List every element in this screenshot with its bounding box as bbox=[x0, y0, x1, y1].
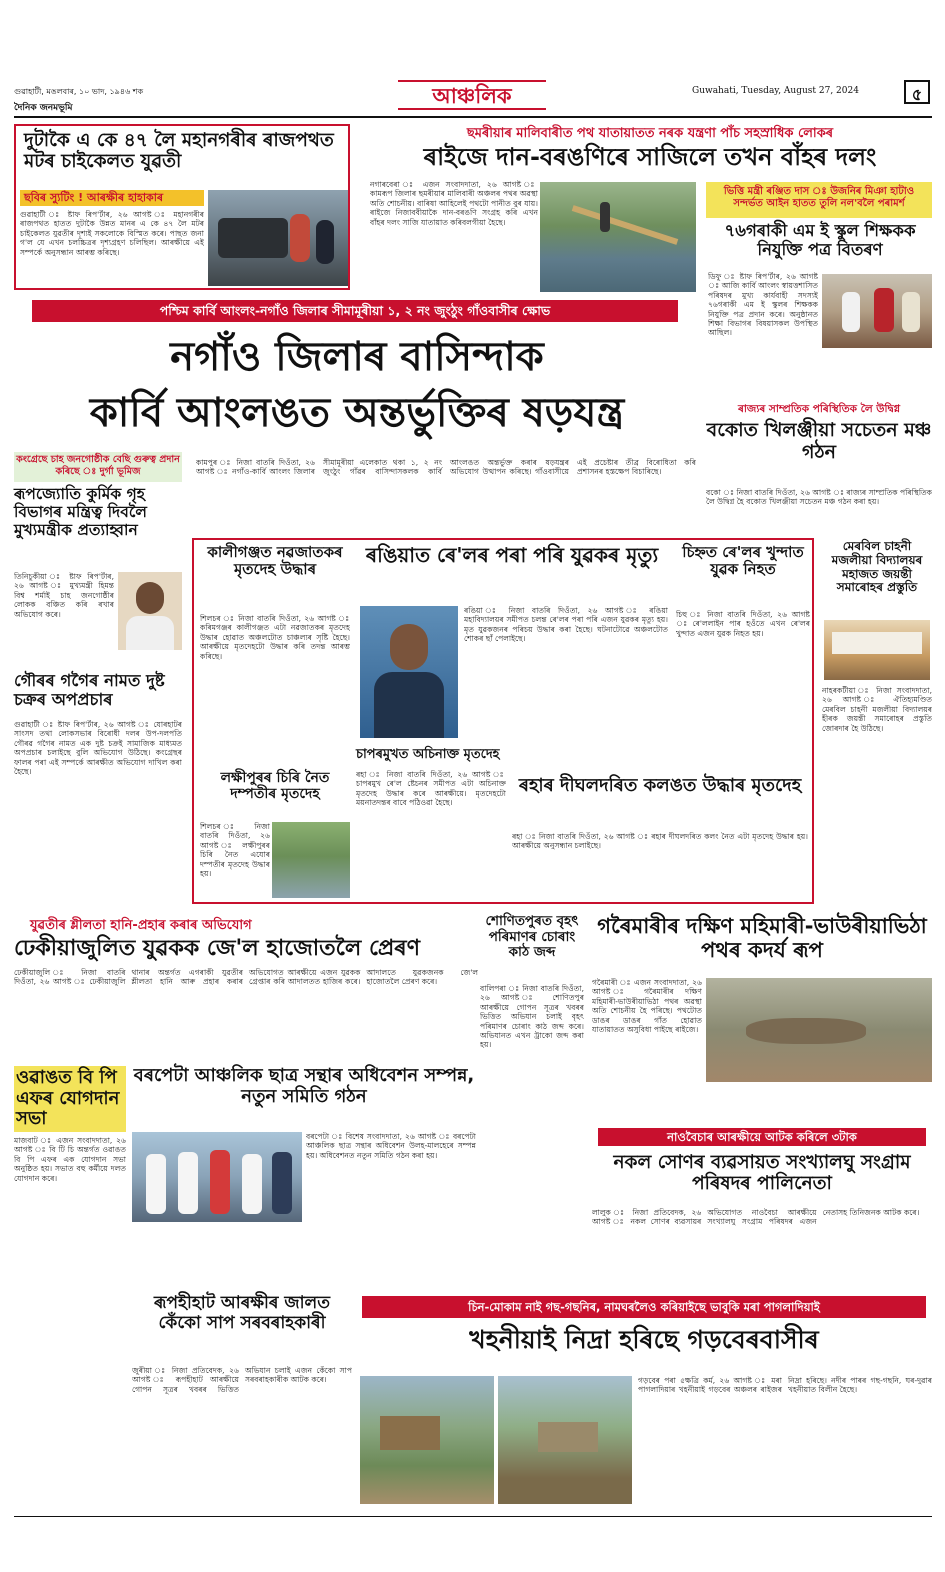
story-body: বালিপৰা ঃ নিজা বাতৰি দিওঁতা, ২৬ আগষ্ট ঃ শোণিতপুৰ আৰক্ষীয়ে গোপন সূত্ৰৰ খবৰৰ ভিত্তিত অভিযান চলাই বৃহৎ পৰিমাণৰ চোৰাং কাঠ জব্দ কৰে। অভিযানত এখন ট্ৰাকো জব্দ কৰা হয়। bbox=[480, 984, 584, 1050]
story-headline: ৰঙিয়াত ৰে'লৰ পৰা পৰি যুৱকৰ মৃত্যু bbox=[365, 543, 659, 567]
story-student-union bbox=[132, 1066, 476, 1290]
bamboo-bridge-photo bbox=[540, 182, 696, 292]
story-body: লালুক ঃ নিজা প্ৰতিবেদক, ২৬ আগষ্ট ঃ নকল সোণৰ ব্যৱসায়ৰ অভিযোগত নাওবৈচা আৰক্ষীয়ে সংখ্যালঘু সংগ্ৰাম পৰিষদৰ এজন নেতাসহ তিনিজনক আটক কৰে। bbox=[592, 1208, 920, 1227]
story-headline: ঢেকীয়াজুলিত যুৱকক জে'ল হাজোতলৈ প্ৰেৰণ bbox=[14, 936, 420, 961]
story-kicker: কংগ্ৰেছে চাহ জনগোষ্ঠীক বেছি গুৰুত্ব প্ৰদান কৰিছে ঃ দুৰ্গা ভূমিজ bbox=[14, 452, 182, 482]
date-right: Guwahati, Tuesday, August 27, 2024 bbox=[692, 86, 859, 96]
story-bpf-meeting bbox=[14, 1066, 126, 1510]
story-dhekiajuli bbox=[14, 914, 478, 1064]
story-kicker: ছমৰীয়াৰ মালিবাৰীত পথ যাতায়াতত নৰক যন্ত্ৰণা পাঁচ সহস্ৰাধিক লোকৰ bbox=[466, 126, 834, 141]
story-snake-supplier bbox=[132, 1294, 352, 1508]
story-newborn-body bbox=[200, 544, 350, 764]
story-kicker: চিন-মোকাম নাই গছ-গছনিৰ, নামঘৰলৈও কৰিয়াইছে ভাবুকি মৰা পাগলাদিয়াই bbox=[362, 1296, 926, 1318]
story-boko-forum bbox=[706, 402, 932, 532]
story-headline: দুটাকৈ এ কে ৪৭ লৈ মহানগৰীৰ ৰাজপথত মটৰ চাইকেলত যুৱতী bbox=[24, 130, 334, 173]
page-section-title bbox=[398, 80, 546, 110]
portrait-photo bbox=[118, 572, 182, 650]
story-timber-seized bbox=[480, 914, 584, 1264]
story-chihu-train bbox=[676, 544, 810, 774]
story-headline: নকল সোণৰ ব্যৱসায়ত সংখ্যালঘু সংগ্ৰাম পৰিষদৰ পালিনেতা bbox=[613, 1152, 911, 1195]
story-body: গৰৈমাৰী ঃ এজন সংবাদদাতা, ২৬ আগষ্ট ঃ গৰৈমাৰীৰ দক্ষিণ মহিমাৰী-ভাউৰীয়াভিঠা পথৰ অৱস্থা অতি শোচনীয় হৈ পৰিছে। পথটোত ডাঙৰ ডাঙৰ গাঁত হোৱাত যাতায়াতত অসুবিধা পাইছে ৰাইজে। bbox=[592, 978, 702, 1035]
story-headline: লক্ষীপুৰৰ চিৰি নৈত দম্পতীৰ মৃতদেহ bbox=[220, 770, 330, 803]
story-headline: ৰূপহীহাট আৰক্ষীৰ জালত কেঁকো সাপ সৰবৰাহকাৰী bbox=[154, 1293, 330, 1333]
story-body: ঢেকীয়াজুলি ঃ নিজা বাতৰি দিওঁতা, ২৬ আগষ্ট ঃ ঢেকীয়াজুলি থানাৰ অন্তৰ্গত এগৰাকী যুৱতীৰ শ্লীলতা হানি আৰু প্ৰহাৰ কৰাৰ অভিযোগত আৰক্ষীয়ে এজন যুৱকক গ্ৰেপ্তাৰ কৰি আদালতত হাজিৰ কৰে। আদালতে যুৱকজনক জে'ল হাজোতলৈ প্ৰেৰণ কৰে। bbox=[14, 968, 478, 987]
date-left: গুৱাহাটী, মঙলবাৰ, ১০ ভাদ, ১৯৪৬ শক bbox=[14, 87, 144, 96]
story-kicker: যুৱতীৰ শ্লীলতা হানি-প্ৰহাৰ কৰাৰ অভিযোগ bbox=[30, 918, 252, 933]
story-headline: ৰূপজ্যোতি কুৰ্মিক গৃহ বিভাগৰ মন্ত্ৰিত্ব দিবলৈ মুখ্যমন্ত্ৰীক প্ৰত্যাহ্বান bbox=[14, 485, 147, 539]
story-headline: ওৱাঙত বি পি এফৰ যোগদান সভা bbox=[14, 1066, 126, 1132]
erosion-photo-2 bbox=[498, 1376, 632, 1504]
story-rangia-train bbox=[356, 544, 668, 744]
story-kicker: ভিত্তি মন্ত্ৰী ৰঞ্জিত দাস ঃ উজনিৰ মিঞা হাটাও সন্দৰ্ভত আইন হাতত তুলি নল'বলৈ পৰামৰ্শ bbox=[706, 182, 932, 218]
story-body: ৰহা ঃ নিজা বাতৰি দিওঁতা, ২৬ আগষ্ট ঃ চাপৰমুখ ৰে'ল ষ্টেচনৰ সমীপত এটা অচিনাক্ত মৃতদেহ উদ্ধাৰ কৰে আৰক্ষীয়ে। মৃতদেহটো ময়নাতদন্তৰ বাবে পঠিওৱা হৈছে। bbox=[356, 770, 506, 808]
story-ak47-box bbox=[14, 124, 350, 290]
lead-headline-1: নগাঁও জিলাৰ বাসিন্দাক bbox=[170, 334, 544, 380]
story-body: চিহু ঃ নিজা বাতৰি দিওঁতা, ২৬ আগষ্ট ঃ ৰে'ললাইন পাৰ হওঁতে এখন ৰে'লৰ খুন্দাত এজন যুৱক নিহত হয়। bbox=[676, 610, 810, 638]
page-number: ৫ bbox=[904, 80, 930, 104]
masthead bbox=[0, 80, 945, 120]
story-headline: বকোত খিলঞ্জীয়া সচেতন মঞ্চ গঠন bbox=[706, 419, 932, 463]
river-photo bbox=[272, 822, 350, 898]
section-title-text: আঞ্চলিক bbox=[432, 84, 512, 108]
school-photo bbox=[824, 620, 930, 680]
damaged-road-photo bbox=[706, 978, 932, 1082]
story-body: তিনিচুকীয়া ঃ ষ্টাফ ৰিপ'ৰ্টাৰ, ২৬ আগষ্ট ঃ মুখ্যমন্ত্ৰী হিমন্ত বিশ্ব শৰ্মাই চাহ জনগোষ্ঠীৰ লোকক বঞ্চিত কৰি ৰখাৰ অভিযোগ কৰে। bbox=[14, 572, 114, 619]
story-headline: মেৰবিল চাহনী মজলীয়া বিদ্যালয়ৰ মহাজত জয়ন্তী সমাৰোহৰ প্ৰস্তুতি bbox=[831, 539, 923, 595]
student-union-photo bbox=[132, 1132, 302, 1222]
ak47-photo bbox=[208, 190, 348, 286]
story-chaparmukh-body bbox=[356, 748, 506, 902]
story-body: জুৰীয়া ঃ নিজা প্ৰতিবেদক, ২৬ আগষ্ট ঃ ৰূপহীহাট আৰক্ষীয়ে গোপন সূত্ৰৰ খবৰৰ ভিত্তিত অভিযান চলাই এজন কেঁকো সাপ সৰবৰাহকাৰীক আটক কৰে। bbox=[132, 1366, 352, 1394]
story-body: ৰহা ঃ নিজা বাতৰি দিওঁতা, ২৬ আগষ্ট ঃ ৰহাৰ দীঘলদৰিত কলং নৈত এটা মৃতদেহ উদ্ধাৰ হয়। আৰক্ষীয়ে অনুসন্ধান চলাইছে। bbox=[512, 832, 808, 851]
story-kolong-body bbox=[512, 776, 808, 902]
lead-banner: পশ্চিম কাৰ্বি আংলং-নগাঁও জিলাৰ সীমামূৰীয়া ১, ২ নং জুংঠুং গাঁওবাসীৰ ক্ষোভ bbox=[32, 300, 678, 322]
story-headline: ৰহাৰ দীঘলদৰিত কলঙত উদ্ধাৰ মৃতদেহ bbox=[518, 775, 802, 796]
edition-name: দৈনিক জনমভূমি bbox=[14, 103, 73, 113]
story-fake-gold bbox=[592, 1128, 932, 1292]
story-body: নাহৰকটীয়া ঃ নিজা সংবাদদাতা, ২৬ আগষ্ট ঃ ঐতিহ্যমণ্ডিত মেৰবিল চাহনী মজলীয়া বিদ্যালয়ৰ হীৰক জয়ন্তী সমাৰোহৰ প্ৰস্তুতি জোৰদাৰ হৈ উঠিছে। bbox=[822, 686, 932, 733]
story-body: বকো ঃ নিজা বাতৰি দিওঁতা, ২৬ আগষ্ট ঃ ৰাজ্যৰ সাম্প্ৰতিক পৰিস্থিতিক লৈ উদ্বিগ্ন হৈ বকোত খিলঞ্জীয়া সচেতন মঞ্চ গঠন কৰা হয়। bbox=[706, 488, 932, 507]
story-body: মাজবাট ঃ এজন সংবাদদাতা, ২৬ আগষ্ট ঃ বি টি চি অন্তৰ্গত ওৱাঙত বি পি এফৰ এক যোগদান সভা অনুষ্ঠিত হয়। সভাত বহু কৰ্মীয়ে দলত যোগদান কৰে। bbox=[14, 1136, 126, 1183]
story-body-cont bbox=[706, 1086, 932, 1124]
story-body: শিলচৰ ঃ নিজা বাতৰি দিওঁতা, ২৬ আগষ্ট ঃ লক্ষীপুৰৰ চিৰি নৈত এযোৰ দম্পতীৰ মৃতদেহ উদ্ধাৰ হয়। bbox=[200, 822, 270, 879]
story-gaurav-gogoi bbox=[14, 672, 182, 906]
story-body: গুৱাহাটী ঃ ষ্টাফ ৰিপ'ৰ্টাৰ, ২৬ আগষ্ট ঃ মহানগৰীৰ ৰাজপথত হাতত দুটাকৈ উন্নত মানৰ এ কে ৪৭ লৈ মটৰ চাইকেলত যুৱতীৰ দৃশ্যই সকলোকে বিস্মিত কৰে। পাছত জনা গ'ল যে এখন চলচ্চিত্ৰৰ দৃশ্যগ্ৰহণ চলিছিল। আৰক্ষীয়ে এই সম্পৰ্কে অনুসন্ধান আৰম্ভ কৰিছে। bbox=[20, 210, 204, 257]
story-kicker: নাওবৈচাৰ আৰক্ষীয়ে আটক কৰিলে ৩টাক bbox=[598, 1128, 926, 1146]
story-headline: কালীগঞ্জত নৱজাতকৰ মৃতদেহ উদ্ধাৰ bbox=[207, 543, 343, 579]
story-kicker: ছবিৰ স্যুটিং ! আৰক্ষীৰ হাহাকাৰ bbox=[20, 190, 204, 206]
lead-body: কামপুৰ ঃ নিজা বাতৰি দিওঁতা, ২৬ আগষ্ট ঃ নগাঁও-কাৰ্বি আংলং জিলাৰ সীমামূৰীয়া এলেকাত থকা ১, ২ নং জুংঠুং গাঁৱৰ বাসিন্দাসকলক কাৰ্বি আংলঙত অন্তৰ্ভুক্ত কৰাৰ ষড়যন্ত্ৰৰ অভিযোগ উত্থাপন কৰিছে। গাঁওবাসীয়ে এই প্ৰচেষ্টাৰ তীব্ৰ বিৰোধিতা কৰি প্ৰশাসনৰ হস্তক্ষেপ বিচাৰিছে। bbox=[196, 458, 696, 477]
story-body: গড়বেৰ পৰা ৫ক্ষত্ৰি কৰ্ম, ২৬ আগষ্ট ঃ মৰা পাগলাদিয়াৰ খহনীয়াই গড়বেৰ অঞ্চলৰ ৰাইজৰ নিদ্ৰা হৰিছে। নদীৰ পাৰৰ গছ-গছনি, ঘৰ-দুৱাৰ খহনীয়াত বিলীন হৈছে। bbox=[638, 1376, 932, 1395]
erosion-photo-1 bbox=[360, 1376, 494, 1504]
story-body: বৰপেটা ঃ বিশেষ সংবাদদাতা, ২৬ আগষ্ট ঃ বৰপেটা আঞ্চলিক ছাত্ৰ সন্থাৰ অধিবেশন উলহ-মালহেৰে সম্পন্ন হয়। অধিবেশনত নতুন সমিতি গঠন কৰা হয়। bbox=[306, 1132, 476, 1160]
story-kicker: ৰাজ্যৰ সাম্প্ৰতিক পৰিস্থিতিক লৈ উদ্বিগ্ন bbox=[737, 403, 901, 415]
story-couple-bodies bbox=[200, 770, 350, 902]
lead-headline-2: কাৰ্বি আংলঙত অন্তৰ্ভুক্তিৰ ষড়যন্ত্ৰ bbox=[89, 390, 625, 436]
story-school-jubilee bbox=[822, 540, 932, 904]
story-teacher-appointment bbox=[706, 182, 932, 396]
story-road-condition bbox=[592, 914, 932, 1126]
story-headline: গৰৈমাৰীৰ দক্ষিণ মহিমাৰী-ভাউৰীয়াভিঠা পথৰ কদৰ্য ৰূপ bbox=[597, 914, 927, 963]
page-bottom-rule bbox=[14, 1516, 932, 1517]
story-body: শিলচৰ ঃ নিজা বাতৰি দিওঁতা, ২৬ আগষ্ট ঃ কৰিমগঞ্জৰ কালীগঞ্জত এটা নৱজাতকৰ মৃতদেহ উদ্ধাৰ হোৱাত অঞ্চলটোত চাঞ্চল্যৰ সৃষ্টি হৈছে। আৰক্ষীয়ে মৃতদেহটো উদ্ধাৰ কৰি তদন্ত আৰম্ভ কৰিছে। bbox=[200, 614, 350, 661]
story-home-ministry bbox=[14, 452, 182, 668]
teacher-ceremony-photo bbox=[822, 274, 932, 348]
story-headline: ৰাইজে দান-বৰঙণিৰে সাজিলে তখন বাঁহৰ দলং bbox=[423, 143, 877, 171]
story-headline: চাপৰমুখত অচিনাক্ত মৃতদেহ bbox=[356, 747, 500, 762]
story-headline: খহনীয়াই নিদ্ৰা হৰিছে গড়বেৰবাসীৰ bbox=[469, 1325, 819, 1354]
story-headline: শোণিতপুৰত বৃহৎ পৰিমাণৰ চোৰাং কাঠ জব্দ bbox=[485, 913, 579, 961]
story-headline: বৰপেটা আঞ্চলিক ছাত্ৰ সন্থাৰ অধিবেশন সম্পন্ন, নতুন সমিতি গঠন bbox=[133, 1065, 475, 1107]
story-headline: চিহ্নত ৰে'লৰ খুন্দাত যুৱক নিহত bbox=[682, 543, 804, 579]
story-body: ৰঙিয়া ঃ নিজা বাতৰি দিওঁতা, ২৬ আগষ্ট ঃ ৰঙিয়া মহাবিদ্যালয়ৰ সমীপত চলন্ত ৰে'লৰ পৰা পৰি এজন যুৱকৰ মৃত্যু হয়। মৃত যুৱকজনৰ পৰিচয় উদ্ধাৰ কৰা হৈছে। ঘটনাটোৱে অঞ্চলটোত শোকৰ ছাঁ পেলাইছে। bbox=[464, 606, 668, 644]
story-headline: ৭৬গৰাকী এম ই স্কুল শিক্ষকক নিযুক্তি পত্ৰ বিতৰণ bbox=[724, 221, 916, 259]
story-body: গুৱাহাটী ঃ ষ্টাফ ৰিপ'ৰ্টাৰ, ২৬ আগষ্ট ঃ যোৰহাটৰ সাংসদ তথা লোকসভাৰ বিৰোধী দলৰ উপ-দলপতি গৌৰৱ গগৈৰ নামত এক দুষ্ট চক্ৰই সামাজিক মাধ্যমত অপপ্ৰচাৰ চলাইছে বুলি অভিযোগ উঠিছে। কংগ্ৰেছৰ ফালৰ পৰা এই সম্পৰ্কে আৰক্ষীত অভিযোগ দাখিল কৰা হৈছে। bbox=[14, 720, 182, 777]
story-body: ডিফু ঃ ষ্টাফ ৰিপ'ৰ্টাৰ, ২৬ আগষ্ট ঃ আজি কাৰ্বি আংলং স্বায়ত্তশাসিত পৰিষদৰ মুখ্য কাৰ্যবাহী সদস্যই ৭৬গৰাকী এম ই স্কুলৰ শিক্ষকক নিযুক্তি পত্ৰ প্ৰদান কৰে। অনুষ্ঠানত শিক্ষা বিভাগৰ বিষয়াসকল উপস্থিত আছিল। bbox=[708, 272, 818, 338]
victim-portrait bbox=[360, 606, 458, 738]
story-erosion bbox=[356, 1296, 932, 1510]
story-body: নগাৰবেৰা ঃ এজন সংবাদদাতা, ২৬ আগষ্ট ঃ কামৰূপ জিলাৰ ছমৰীয়াৰ মালিবাৰী অঞ্চলৰ পথৰ অৱস্থা অতি শোচনীয়। বাৰিষা আহিলেই পথটো পানীত বুৰ যায়। ৰাইজে নিজাববীয়াকৈ দান-বৰঙণি সংগ্ৰহ কৰি এখন বাঁহৰ দলং সাজি যাতায়াত কৰিবলগীয়া হৈছে। bbox=[370, 180, 538, 227]
story-headline: গৌৰৰ গগৈৰ নামত দুষ্ট চক্ৰৰ অপপ্ৰচাৰ bbox=[14, 671, 165, 709]
